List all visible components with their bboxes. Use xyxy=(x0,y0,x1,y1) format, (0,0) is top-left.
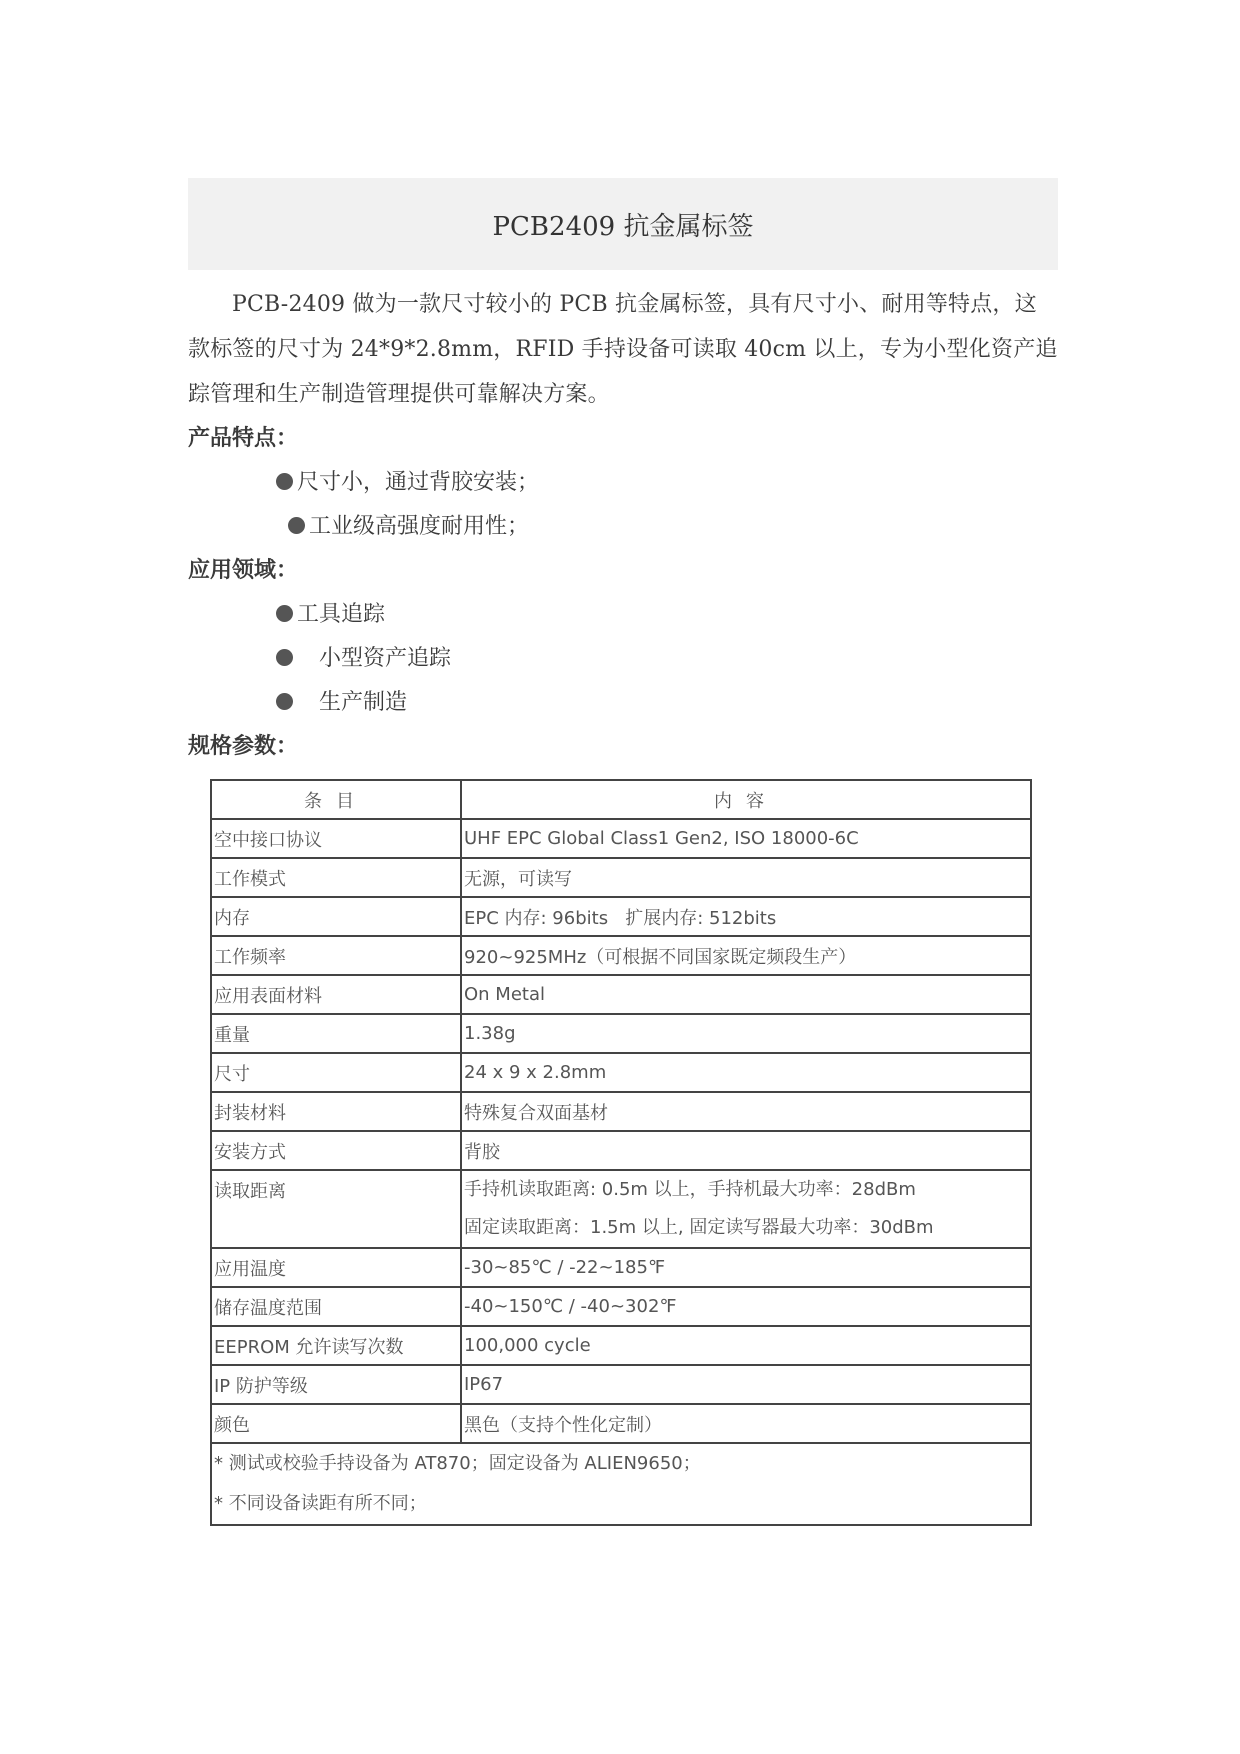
spec-item: 重量 xyxy=(211,1014,461,1053)
document-page xyxy=(188,178,1058,1526)
spec-item: IP 防护等级 xyxy=(211,1365,461,1404)
table-notes-row xyxy=(211,1443,1031,1525)
spec-table-wrapper xyxy=(210,779,1032,1526)
table-notes xyxy=(211,1443,1031,1525)
note-test-devices: * 测试或校验手持设备为 AT870；固定设备为 ALIEN9650； xyxy=(214,1453,701,1474)
spec-item: 安装方式 xyxy=(211,1131,461,1170)
spec-value: On Metal xyxy=(461,975,1031,1014)
table-row xyxy=(211,975,1031,1014)
bullet-icon xyxy=(276,605,293,622)
title-banner xyxy=(188,178,1058,270)
page-title: PCB2409 抗金属标签 xyxy=(492,211,754,242)
spec-value: UHF EPC Global Class1 Gen2, ISO 18000-6C xyxy=(461,819,1031,858)
list-item: 工业级高强度耐用性； xyxy=(188,505,1058,549)
spec-value: 特殊复合双面基材 xyxy=(461,1092,1031,1131)
bullet-icon xyxy=(276,473,293,490)
spec-value: 920~925MHz（可根据不同国家既定频段生产） xyxy=(461,936,1031,975)
spec-value: 无源，可读写 xyxy=(461,858,1031,897)
spec-value: IP67 xyxy=(461,1365,1031,1404)
note-read-distance: * 不同设备读距有所不同； xyxy=(214,1493,427,1514)
table-row xyxy=(211,1326,1031,1365)
list-item: 工具追踪 xyxy=(188,593,1058,637)
table-row xyxy=(211,1404,1031,1443)
spec-item: 应用表面材料 xyxy=(211,975,461,1014)
table-row xyxy=(211,1248,1031,1287)
spec-item: 储存温度范围 xyxy=(211,1287,461,1326)
spec-value: 24 x 9 x 2.8mm xyxy=(461,1053,1031,1092)
spec-item: 尺寸 xyxy=(211,1053,461,1092)
spec-item: 封装材料 xyxy=(211,1092,461,1131)
table-row xyxy=(211,1170,1031,1248)
spec-value: 100,000 cycle xyxy=(461,1326,1031,1365)
spec-item: EEPROM 允许读写次数 xyxy=(211,1326,461,1365)
table-row xyxy=(211,936,1031,975)
read-distance-handheld: 手持机读取距离: 0.5m 以上，手持机最大功率：28dBm xyxy=(464,1179,916,1200)
spec-item: 应用温度 xyxy=(211,1248,461,1287)
bullet-icon xyxy=(288,517,305,534)
table-row xyxy=(211,1014,1031,1053)
spec-value: -30~85℃ / -22~185℉ xyxy=(461,1248,1031,1287)
features-heading: 产品特点： xyxy=(188,426,299,451)
table-row xyxy=(211,1365,1031,1404)
read-distance-fixed: 固定读取距离：1.5m 以上, 固定读写器最大功率：30dBm xyxy=(464,1217,934,1238)
applications-list xyxy=(188,593,1058,725)
spec-item: 读取距离 xyxy=(211,1170,461,1248)
list-item: 生产制造 xyxy=(188,681,1058,725)
list-item: 小型资产追踪 xyxy=(188,637,1058,681)
spec-item: 工作频率 xyxy=(211,936,461,975)
specs-heading: 规格参数： xyxy=(188,734,299,759)
table-row xyxy=(211,819,1031,858)
features-list xyxy=(188,461,1058,549)
spec-value: 1.38g xyxy=(461,1014,1031,1053)
spec-value: 黑色（支持个性化定制） xyxy=(461,1404,1031,1443)
table-row xyxy=(211,1287,1031,1326)
applications-heading: 应用领域： xyxy=(188,558,299,583)
table-row xyxy=(211,858,1031,897)
bullet-icon xyxy=(276,649,293,666)
table-row xyxy=(211,1092,1031,1131)
list-item: 尺寸小，通过背胶安装； xyxy=(188,461,1058,505)
column-header-content: 内容 xyxy=(461,780,1031,819)
table-row xyxy=(211,1131,1031,1170)
table-header-row xyxy=(211,780,1031,819)
table-row xyxy=(211,1053,1031,1092)
spec-value: EPC 内存: 96bits 扩展内存: 512bits xyxy=(461,897,1031,936)
bullet-icon xyxy=(276,693,293,710)
column-header-item: 条目 xyxy=(211,780,461,819)
spec-item: 颜色 xyxy=(211,1404,461,1443)
spec-table xyxy=(210,779,1032,1526)
spec-item: 工作模式 xyxy=(211,858,461,897)
spec-item: 空中接口协议 xyxy=(211,819,461,858)
spec-item: 内存 xyxy=(211,897,461,936)
spec-value: 背胶 xyxy=(461,1131,1031,1170)
table-row xyxy=(211,897,1031,936)
intro-paragraph: PCB-2409 做为一款尺寸较小的 PCB 抗金属标签，具有尺寸小、耐用等特点，这款标签的尺寸为 24*9*2.8mm，RFID 手持设备可读取 40cm 以上，专为小型化资产追踪管理和生产制造管理提供可靠解决方案。 xyxy=(188,292,1058,407)
spec-value xyxy=(461,1170,1031,1248)
spec-value: -40~150℃ / -40~302℉ xyxy=(461,1287,1031,1326)
